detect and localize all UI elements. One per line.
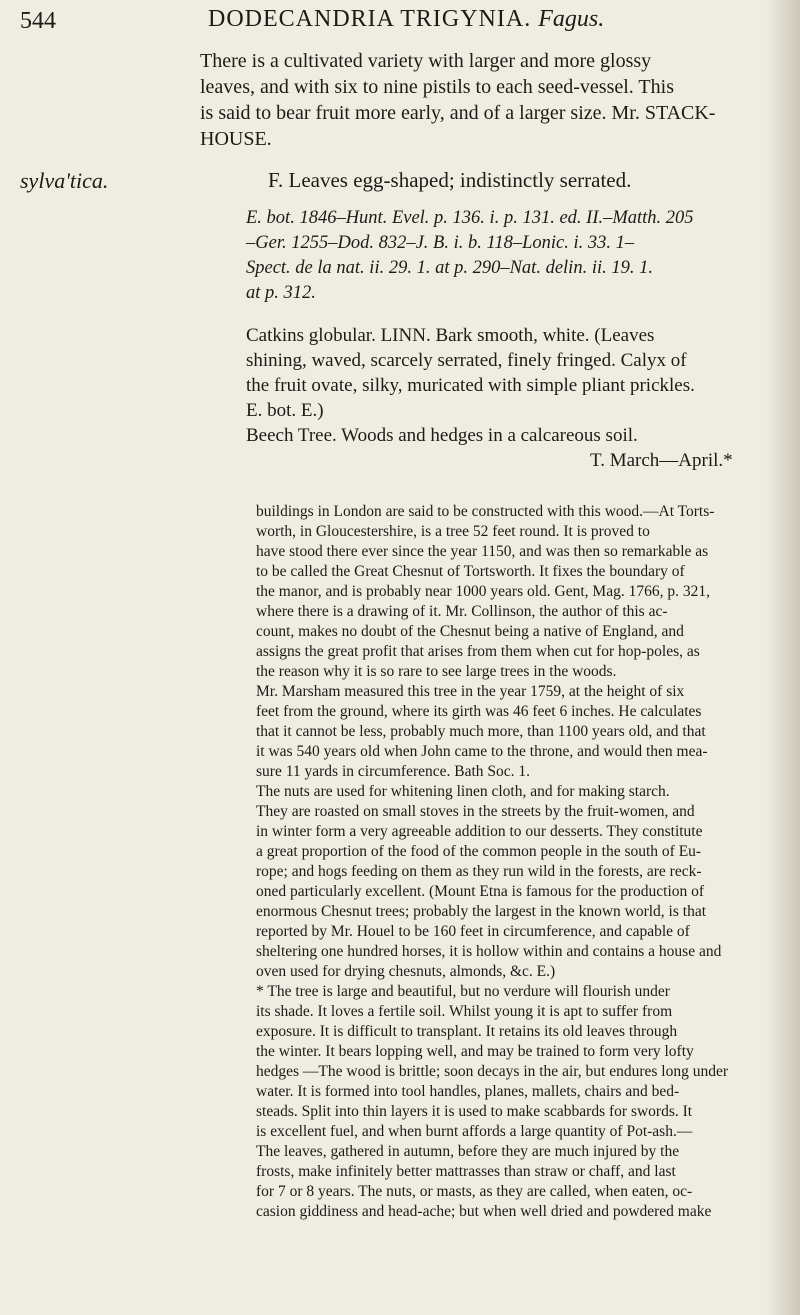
species-heading: F. Leaves egg-shaped; indistinctly serrated. bbox=[268, 168, 632, 192]
note-line: reported by Mr. Houel to be 160 feet in circumference, and capable of bbox=[256, 923, 690, 940]
reference-line: E. bot. 1846–Hunt. Evel. p. 136. i. p. 131. ed. II.–Matth. 205 bbox=[246, 208, 694, 228]
running-head bbox=[208, 6, 604, 33]
note-line: is excellent fuel, and when burnt affords a large quantity of Pot-ash.— bbox=[256, 1123, 693, 1140]
genus-title: Fagus. bbox=[538, 6, 605, 32]
note-line: steads. Split into thin layers it is used to make scabbards for swords. It bbox=[256, 1103, 693, 1120]
description-line: T. March—April.* bbox=[590, 450, 733, 471]
description-line: Catkins globular. LINN. Bark smooth, white. (Leaves bbox=[246, 325, 655, 346]
note-line: where there is a drawing of it. Mr. Collinson, the author of this ac- bbox=[256, 603, 668, 620]
note-line: oven used for drying chesnuts, almonds, &c. E.) bbox=[256, 963, 556, 980]
note-line: rope; and hogs feeding on them as they run wild in the forests, are reck- bbox=[256, 863, 702, 880]
note-line: * The tree is large and beautiful, but no verdure will flourish under bbox=[256, 983, 670, 1000]
note-line: the winter. It bears lopping well, and may be trained to form very lofty bbox=[256, 1043, 694, 1060]
note-line: oned particularly excellent. (Mount Etna is famous for the production of bbox=[256, 883, 705, 900]
note-line: The nuts are used for whitening linen cloth, and for making starch. bbox=[256, 783, 670, 800]
note-line: They are roasted on small stoves in the streets by the fruit-women, and bbox=[256, 803, 695, 820]
description-line: Beech Tree. Woods and hedges in a calcareous soil. bbox=[246, 425, 638, 446]
species-margin-name: sylva'tica. bbox=[20, 168, 109, 193]
description-line: the fruit ovate, silky, muricated with simple pliant prickles. bbox=[246, 375, 695, 396]
note-line: it was 540 years old when John came to the throne, and would then mea- bbox=[256, 743, 708, 760]
reference-line: Spect. de la nat. ii. 29. 1. at p. 290–Nat. delin. ii. 19. 1. bbox=[246, 258, 653, 278]
description-line: E. bot. E.) bbox=[246, 400, 324, 421]
note-line: assigns the great profit that arises from them when cut for hop-poles, as bbox=[256, 643, 700, 660]
note-line: enormous Chesnut trees; probably the largest in the known world, is that bbox=[256, 903, 706, 920]
reference-line: at p. 312. bbox=[246, 283, 316, 303]
scan-page-edge bbox=[766, 0, 800, 1315]
page-number: 544 bbox=[20, 8, 56, 34]
reference-line: –Ger. 1255–Dod. 832–J. B. i. b. 118–Lonic. i. 33. 1– bbox=[246, 233, 635, 253]
note-line: the manor, and is probably near 1000 years old. Gent, Mag. 1766, p. 321, bbox=[256, 583, 710, 600]
note-line: to be called the Great Chesnut of Tortsworth. It fixes the boundary of bbox=[256, 563, 685, 580]
intro-line: is said to bear fruit more early, and of a larger size. Mr. STACK- bbox=[200, 102, 716, 124]
intro-line: HOUSE. bbox=[200, 128, 272, 150]
note-line: that it cannot be less, probably much more, than 1100 years old, and that bbox=[256, 723, 706, 740]
note-line: water. It is formed into tool handles, planes, mallets, chairs and bed- bbox=[256, 1083, 680, 1100]
note-line: casion giddiness and head-ache; but when well dried and powdered make bbox=[256, 1203, 712, 1220]
note-line: count, makes no doubt of the Chesnut being a native of England, and bbox=[256, 623, 684, 640]
note-line: hedges —The wood is brittle; soon decays in the air, but endures long under bbox=[256, 1063, 729, 1080]
note-line: its shade. It loves a fertile soil. Whilst young it is apt to suffer from bbox=[256, 1003, 673, 1020]
note-line: exposure. It is difficult to transplant. It retains its old leaves through bbox=[256, 1023, 678, 1040]
note-line: Mr. Marsham measured this tree in the year 1759, at the height of six bbox=[256, 683, 685, 700]
note-line: worth, in Gloucestershire, is a tree 52 feet round. It is proved to bbox=[256, 523, 650, 540]
running-title: DODECANDRIA TRIGYNIA. bbox=[208, 6, 532, 32]
note-line: for 7 or 8 years. The nuts, or masts, as they are called, when eaten, oc- bbox=[256, 1183, 693, 1200]
note-line: feet from the ground, where its girth was 46 feet 6 inches. He calculates bbox=[256, 703, 702, 720]
intro-line: leaves, and with six to nine pistils to each seed-vessel. This bbox=[200, 76, 674, 98]
note-line: the reason why it is so rare to see large trees in the woods. bbox=[256, 663, 617, 680]
note-line: a great proportion of the food of the common people in the south of Eu- bbox=[256, 843, 702, 860]
note-line: buildings in London are said to be constructed with this wood.—At Torts- bbox=[256, 503, 715, 520]
note-line: in winter form a very agreeable addition to our desserts. They constitute bbox=[256, 823, 703, 840]
note-line: sure 11 yards in circumference. Bath Soc. 1. bbox=[256, 763, 531, 780]
note-line: frosts, make infinitely better mattrasses than straw or chaff, and last bbox=[256, 1163, 676, 1180]
intro-line: There is a cultivated variety with larger and more glossy bbox=[200, 50, 652, 72]
note-line: sheltering one hundred horses, it is hollow within and contains a house and bbox=[256, 943, 722, 960]
note-line: have stood there ever since the year 1150, and was then so remarkable as bbox=[256, 543, 709, 560]
note-line: The leaves, gathered in autumn, before they are much injured by the bbox=[256, 1143, 680, 1160]
description-line: shining, waved, scarcely serrated, finely fringed. Calyx of bbox=[246, 350, 687, 371]
